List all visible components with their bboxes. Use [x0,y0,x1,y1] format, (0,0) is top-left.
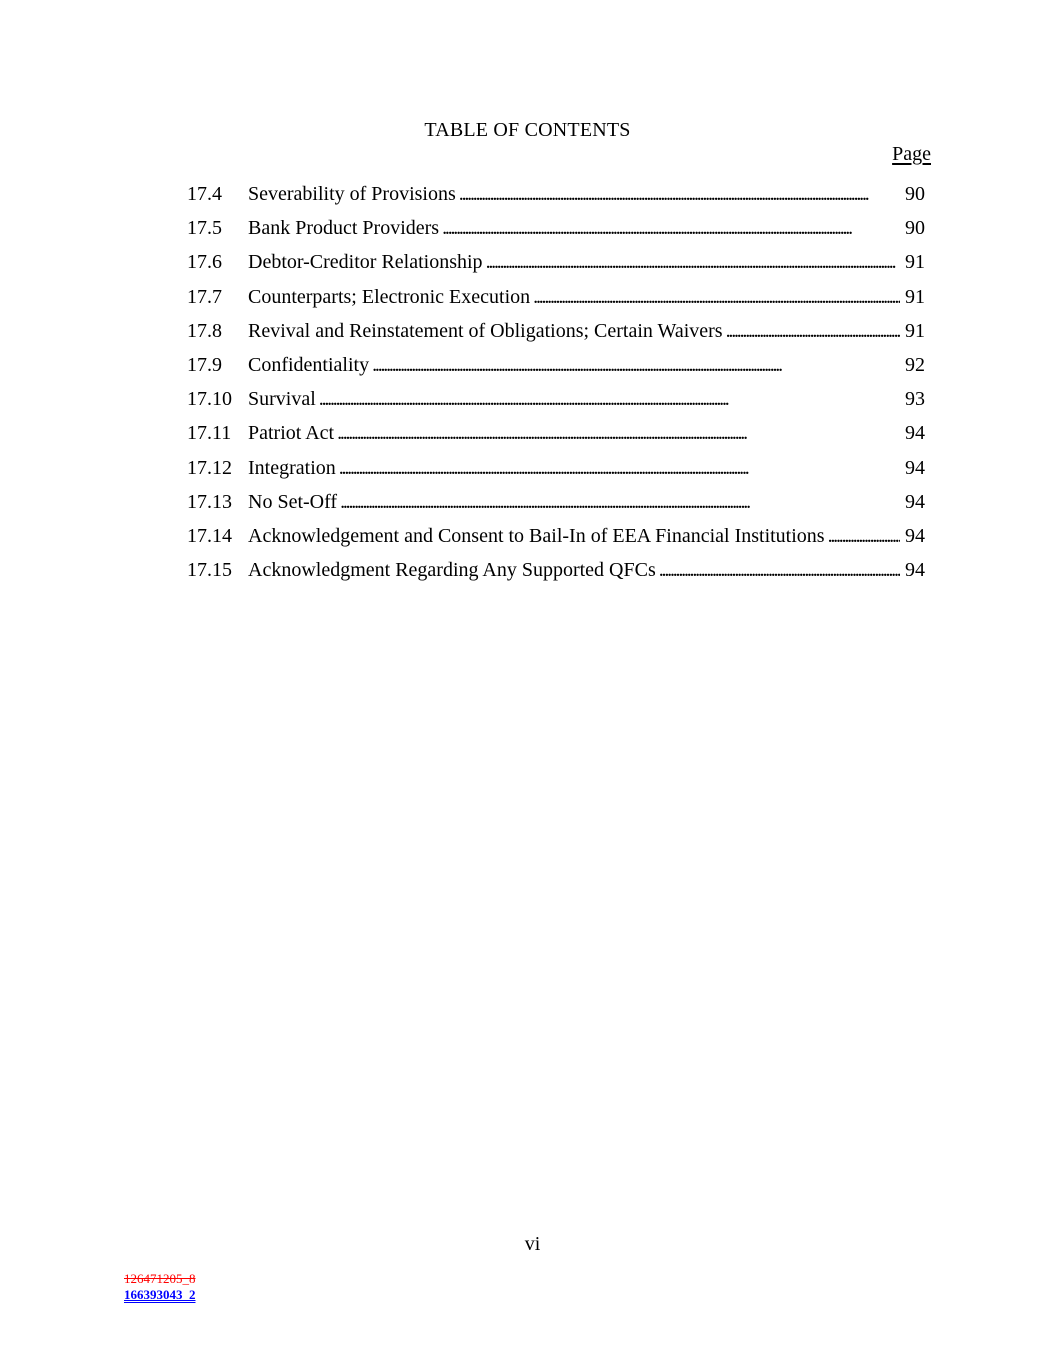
toc-entry [187,558,925,592]
toc-entry-page: 90 [905,217,925,240]
toc-entry [187,456,925,490]
toc-entry-number: 17.14 [187,524,232,547]
dot-leader [659,558,900,582]
toc-entry-title: No Set-Off [248,490,338,513]
dot-leader [828,524,900,548]
toc-list [187,182,925,592]
toc-entry-page: 94 [905,490,925,513]
dot-leader [459,182,900,206]
dot-leader [726,319,900,343]
toc-entry [187,353,925,387]
toc-entry-number: 17.5 [187,217,222,240]
dot-leader [486,250,900,274]
toc-entry [187,285,925,319]
toc-entry [187,216,925,250]
toc-entry [187,490,925,524]
toc-entry-number: 17.9 [187,353,222,376]
dot-leader [319,387,900,411]
toc-entry-title: Counterparts; Electronic Execution [248,285,531,308]
page-number: vi [524,1233,541,1255]
toc-entry [187,524,925,558]
toc-entry [187,319,925,353]
toc-entry-page: 93 [905,388,925,411]
toc-title: TABLE OF CONTENTS [424,119,631,141]
toc-entry-number: 17.11 [187,422,232,445]
toc-entry-page: 92 [905,353,925,376]
toc-entry [187,182,925,216]
toc-entry-title: Debtor-Creditor Relationship [248,251,483,274]
toc-entry-title: Confidentiality [248,353,370,376]
toc-entry-number: 17.4 [187,183,222,205]
toc-entry-page: 94 [905,524,925,547]
toc-entry-page: 94 [905,559,925,582]
toc-entry-number: 17.8 [187,319,222,342]
dot-leader [442,216,900,240]
toc-entry-title: Survival [248,388,316,411]
toc-entry-number: 17.6 [187,251,222,274]
toc-entry-page: 91 [905,251,925,274]
doc-id-inserted: 166393043_2 [124,1287,196,1302]
toc-entry-title: Acknowledgement and Consent to Bail-In of EEA Financial Institutions [248,524,825,547]
toc-entry-number: 17.15 [187,559,232,582]
toc-entry-number: 17.7 [187,285,222,308]
dot-leader [533,285,900,309]
toc-entry-page: 94 [905,456,925,479]
toc-entry-page: 90 [905,183,925,205]
toc-entry-title: Integration [248,456,336,479]
toc-entry [187,421,925,455]
dot-leader [337,421,900,445]
toc-entry [187,387,925,421]
toc-entry-title: Bank Product Providers [248,217,440,240]
dot-leader [340,490,900,514]
toc-entry-page: 94 [905,422,925,445]
toc-entry-number: 17.12 [187,456,232,479]
toc-entry-page: 91 [905,285,925,308]
doc-id-deleted: 126471205_8 [124,1271,196,1286]
toc-entry-title: Patriot Act [248,422,335,445]
toc-entry-title: Acknowledgment Regarding Any Supported QFCs [248,559,656,582]
toc-entry-page: 91 [905,319,925,342]
toc-entry-number: 17.10 [187,388,232,411]
dot-leader [339,456,900,480]
page-column-heading: Page [892,143,931,165]
toc-entry [187,250,925,284]
toc-entry-title: Revival and Reinstatement of Obligations; Certain Waivers [248,319,723,342]
toc-entry-title: Severability of Provisions [248,183,456,205]
toc-entry-number: 17.13 [187,490,232,513]
dot-leader [372,353,900,377]
